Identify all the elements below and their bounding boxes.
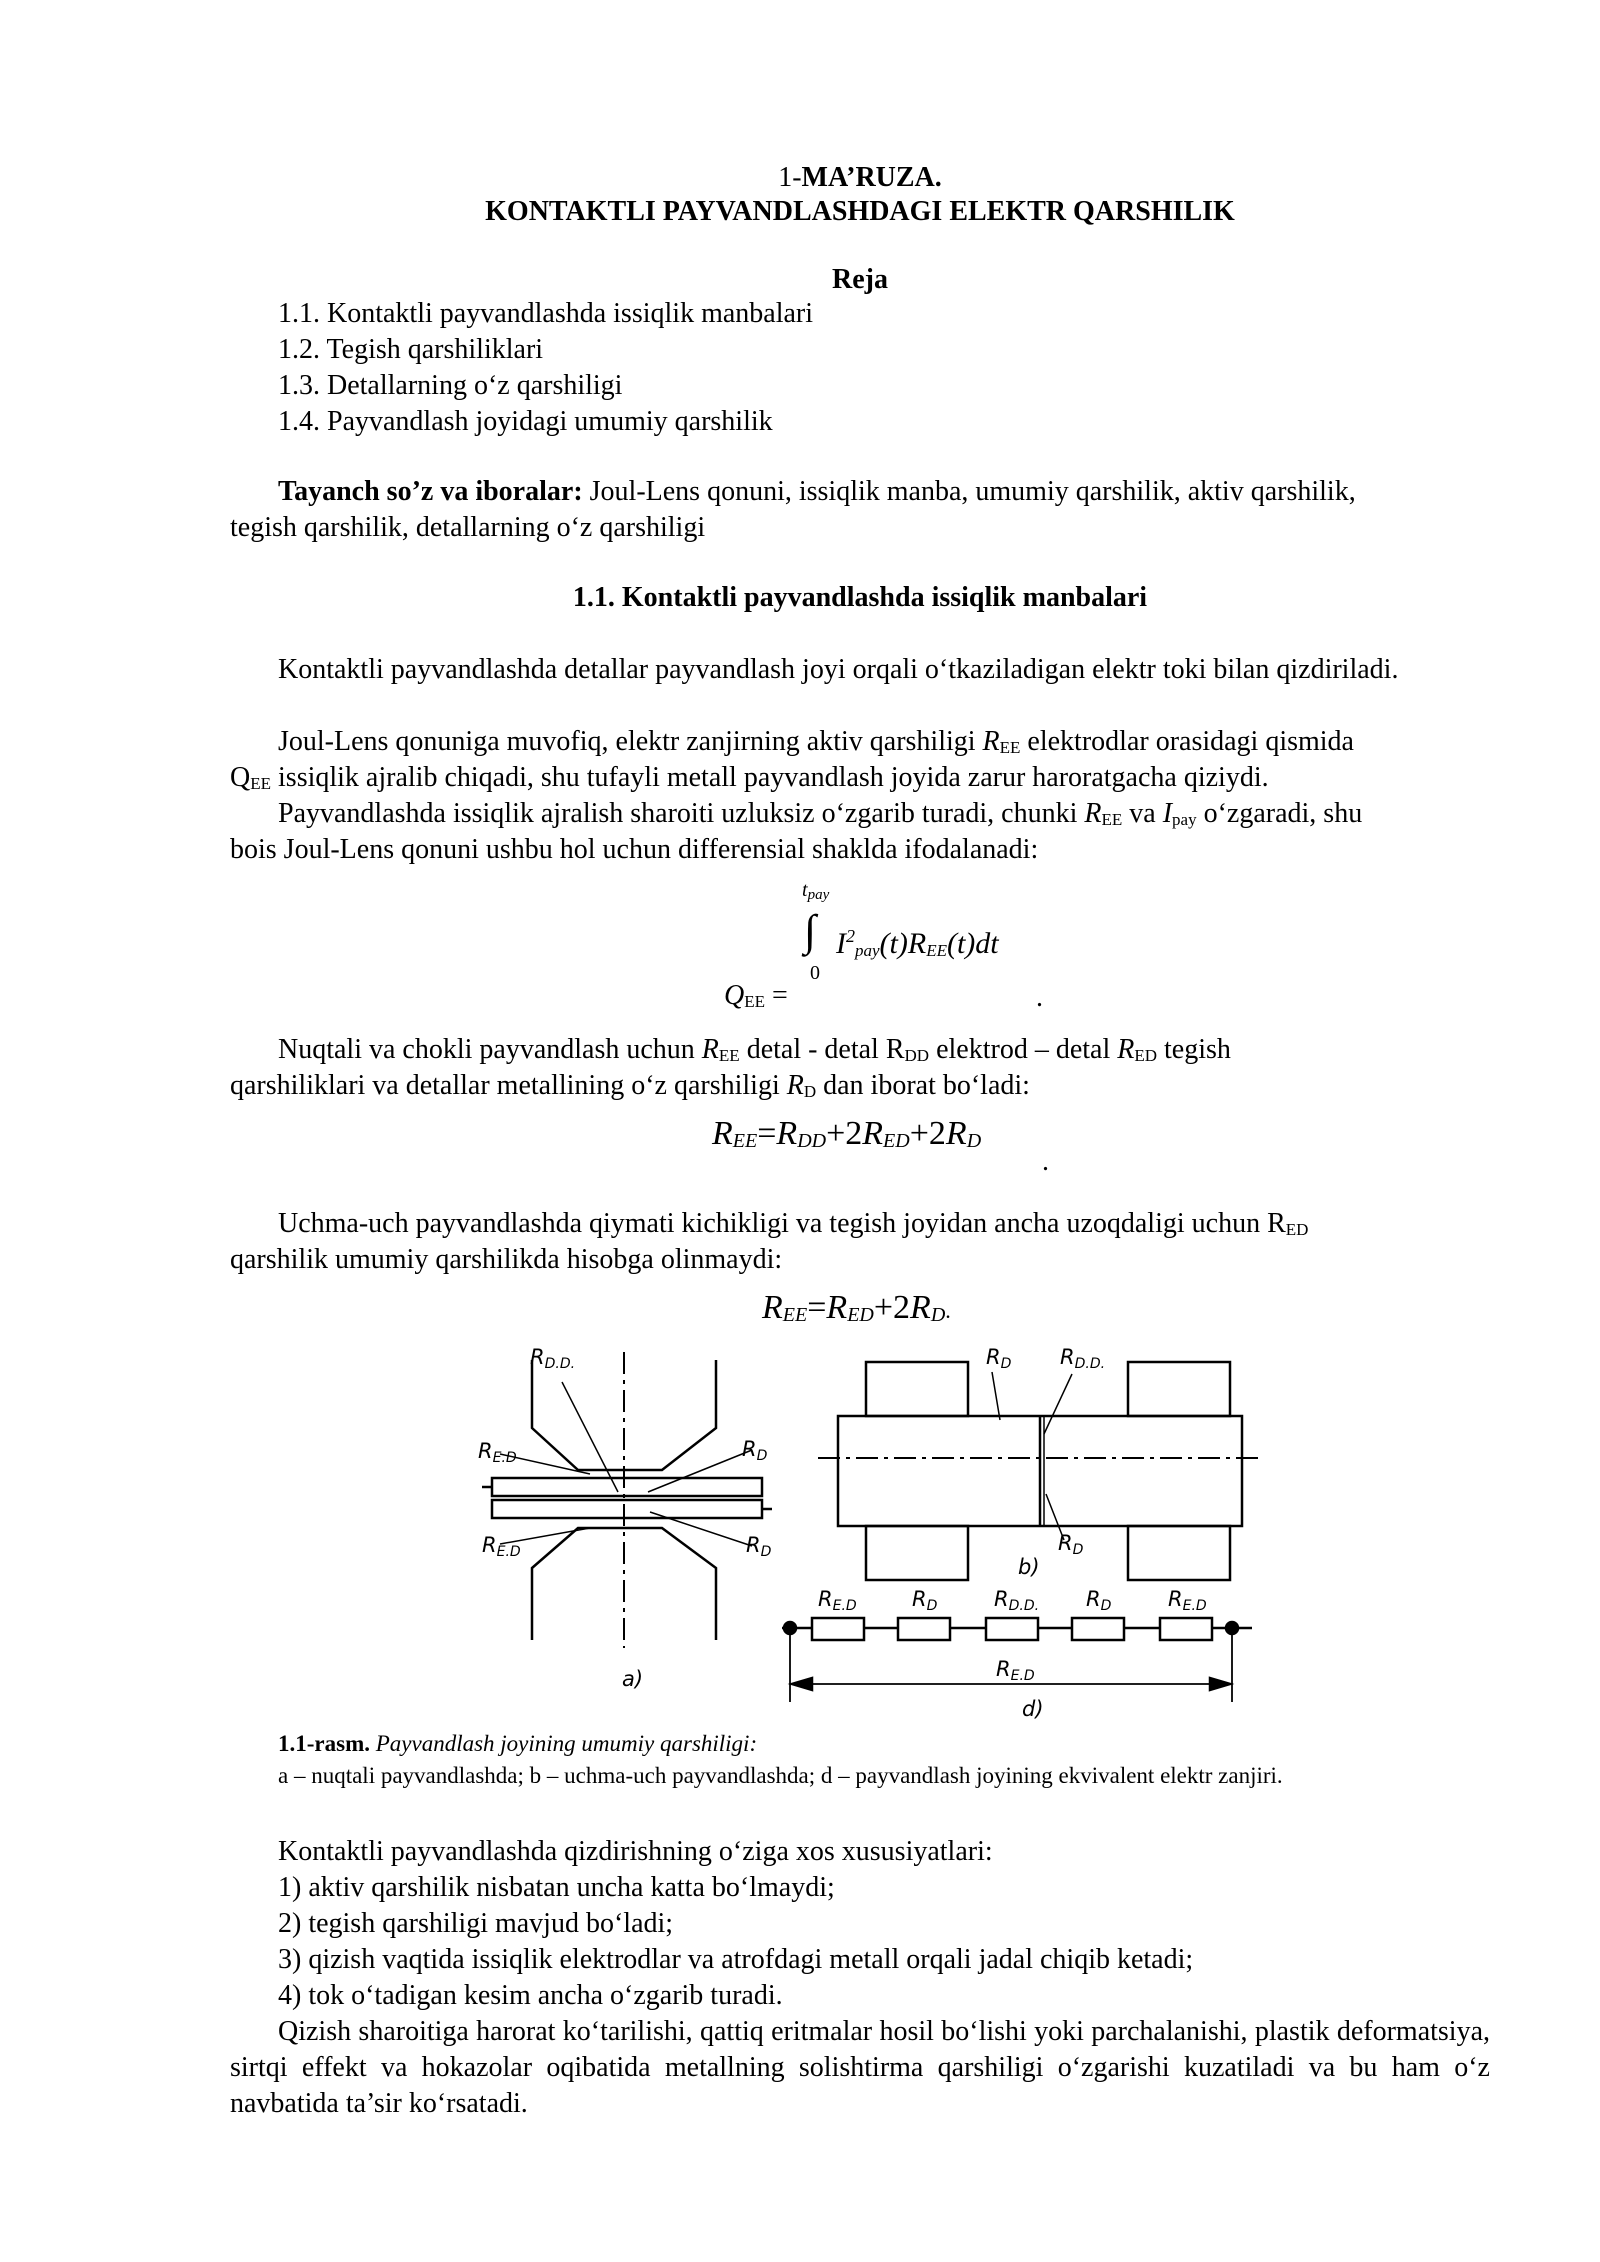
symbol-R: R [1084, 798, 1102, 829]
symbol-R: R [982, 726, 1000, 757]
feature-item: 2) tegish qarshiligi mavjud bo‘ladi; [278, 1908, 674, 1939]
symbol-R: R [1117, 1034, 1135, 1065]
figure-caption [278, 1728, 757, 1760]
resistor-rdd [986, 1618, 1038, 1640]
lhs-EE: EE [744, 992, 766, 1011]
plan-item: 1.3. Detallarning o‘z qarshiligi [278, 370, 623, 401]
feature-item: 3) qizish vaqtida issiqlik elektrodlar va atrofdagi metall orqali jadal chiqib ketadi; [278, 1944, 1194, 1975]
sub-ED: ED [1285, 1220, 1309, 1239]
f3-EE: EE [782, 1304, 808, 1326]
formula-2: $R_{EE}=R_{DD}+2R_{ED}+2R_D$ [712, 1115, 982, 1152]
symbol-R: R [786, 1070, 804, 1101]
sub-D: D [803, 1082, 817, 1101]
paragraph-5-line-2: qarshilik umumiy qarshilikda hisobga olinmaydi: [230, 1244, 783, 1275]
formula-dot: . [1036, 982, 1043, 1013]
plan-heading: Reja [832, 264, 888, 295]
lecture-number-prefix: 1- [778, 162, 802, 193]
upper-t: t [802, 879, 808, 901]
p4-text-c: elektrod – detal [929, 1034, 1118, 1065]
integral-sign: ∫ [804, 906, 817, 955]
label-rdd-d: RD.D. [994, 1587, 1040, 1614]
clamp-top-right [1128, 1362, 1230, 1416]
leader-rd-top [648, 1450, 752, 1492]
p2-text-b: elektrodlar orasidagi qismida [1020, 726, 1354, 757]
sub-pay: pay [1172, 810, 1197, 829]
leader-rd-b [992, 1372, 1000, 1420]
f3-D: D [930, 1304, 946, 1326]
figure-labels [478, 1345, 1207, 1721]
features-intro: Kontaktli payvandlashda qizdirishning o‘ziga xos xususiyatlari: [278, 1836, 993, 1867]
upper-electrode [532, 1360, 716, 1470]
f3-ED: ED [847, 1304, 874, 1326]
p4-text-f: dan iborat bo‘ladi: [816, 1070, 1030, 1101]
p3-text-a: Payvandlashda issiqlik ajralish sharoiti uzluksiz o‘zgarib turadi, chunki [278, 798, 1085, 829]
keywords-text-cont: tegish qarshilik, detallarning o‘z qarshiligi [230, 512, 706, 543]
p4-text-e: qarshiliklari va detallar metallining o‘z qarshiligi [230, 1070, 787, 1101]
integrand-I: I [836, 927, 846, 960]
sub-EE: EE [999, 738, 1021, 757]
label-rd-d-left: RD [912, 1587, 938, 1614]
f3-R: R [762, 1289, 783, 1326]
sub-EE: EE [250, 774, 272, 793]
f2-ED: ED [883, 1130, 910, 1152]
f2-R: R [945, 1115, 967, 1152]
label-red-a-bottom: RE.D [482, 1533, 521, 1560]
p5-text: Uchma-uch payvandlashda qiymati kichikligi va tegish joyidan ancha uzoqdaligi uchun R [278, 1208, 1286, 1239]
dim-arrow-right [1210, 1678, 1230, 1690]
sub-ED: ED [1134, 1046, 1158, 1065]
symbol-Q: Q [230, 762, 251, 793]
resistor-rd-left [898, 1618, 950, 1640]
sheet-upper [492, 1478, 762, 1496]
integrand-pay: pay [855, 941, 880, 960]
plan-item: 1.4. Payvandlash joyidagi umumiy qarshilik [278, 406, 773, 437]
f2-EE: EE [732, 1130, 758, 1152]
clamp-bottom-right [1128, 1526, 1230, 1580]
p2-text-a: Joul-Lens qonuniga muvofiq, elektr zanjirning aktiv qarshiligi [278, 726, 983, 757]
resistor-red-right [1160, 1618, 1212, 1640]
f3-dot: . [945, 1298, 951, 1323]
integrand-EE: EE [926, 941, 947, 960]
keywords-label: Tayanch so’z va iboralar: [278, 476, 583, 507]
integral-lower-limit: 0 [810, 962, 820, 984]
caption-title: Payvandlash joyining umumiy qarshiligi: [369, 1731, 758, 1756]
label-rd-a-top: RD [742, 1437, 768, 1464]
p3-text-c: o‘zgaradi, shu [1196, 798, 1363, 829]
f2-R: R [862, 1115, 884, 1152]
f2-R: R [776, 1115, 798, 1152]
paragraph-1: Kontaktli payvandlashda detallar payvandlash joyi orqali o‘tkaziladigan elektr toki bilan qizdiriladi. [278, 654, 1399, 685]
label-a: a) [622, 1667, 644, 1691]
label-red-d-right: RE.D [1168, 1587, 1207, 1614]
f3-R: R [910, 1289, 931, 1326]
p4-text-a: Nuqtali va chokli payvandlash uchun [278, 1034, 702, 1065]
figure-d-circuit [782, 1618, 1252, 1702]
keywords-text: Joul-Lens qonuni, issiqlik manba, umumiy qarshilik, aktiv qarshilik, [582, 476, 1356, 507]
closing-paragraph: Qizish sharoitiga harorat ko‘tarilishi, qattiq eritmalar hosil bo‘lishi yoki parchalanishi, plastik deformatsiya, sirtqi effekt va hokazolar oqibatida metallning solishtirma qarshiligi o‘zgarishi kuzatiladi va bu ham o‘z navbatida ta’sir ko‘rsatadi. [230, 2016, 1490, 2119]
clamp-top-left [866, 1362, 968, 1416]
label-rdd-a: RD.D. [530, 1345, 576, 1372]
integrand: $I^2_{pay}(t)R_{EE}(t)dt$ [836, 926, 999, 960]
leader-rdd-b [1044, 1374, 1072, 1434]
feature-item: 4) tok o‘tadigan kesim ancha o‘zgarib turadi. [278, 1980, 783, 2011]
dim-arrow-left [792, 1678, 812, 1690]
formula-3: $R_{EE}=R_{ED}+2R_D$. [762, 1289, 951, 1326]
lecture-kind: MA’RUZA. [801, 162, 942, 193]
f2-D: D [966, 1130, 982, 1152]
leader-rdd [562, 1382, 618, 1492]
figure-caption-legend: a – nuqtali payvandlashda; b – uchma-uch payvandlashda; d – payvandlash joyining ekvivalent elektr zanjiri. [278, 1763, 1283, 1788]
p4-text-b: detal - detal [739, 1034, 886, 1065]
resistor-rd-right [1072, 1618, 1124, 1640]
caption-number: 1.1-rasm. [278, 1731, 370, 1756]
p3-text-b: va [1122, 798, 1163, 829]
p4-text-d: tegish [1157, 1034, 1231, 1065]
section-heading: 1.1. Kontaktli payvandlashda issiqlik manbalari [572, 582, 1148, 613]
p2-text-c: issiqlik ajralib chiqadi, shu tufayli metall payvandlash joyida zarur haroratgacha qiziydi. [271, 762, 1269, 793]
clamp-bottom-left [866, 1526, 968, 1580]
f3-R: R [826, 1289, 848, 1326]
page-title: KONTAKTLI PAYVANDLASHDAGI ELEKTR QARSHILIK [485, 196, 1235, 227]
lhs-Q: Q [724, 980, 745, 1011]
label-d: d) [1022, 1697, 1044, 1721]
sub-DD: DD [904, 1046, 930, 1065]
feature-item: 1) aktiv qarshilik nisbatan uncha katta bo‘lmaydi; [278, 1872, 835, 1903]
label-rd-d-right: RD [1086, 1587, 1112, 1614]
label-rdd-b: RD.D. [1060, 1345, 1106, 1372]
formula-q-lhs: $Q_{EE}$ = [724, 980, 788, 1011]
symbol-I: I [1162, 798, 1173, 829]
plan-item: 1.2. Tegish qarshiliklari [278, 334, 544, 365]
label-red-d-total: RE.D [996, 1657, 1035, 1684]
leader-red-bottom [500, 1528, 590, 1544]
f2-DD: DD [797, 1130, 827, 1152]
label-red-d-left: RE.D [818, 1587, 857, 1614]
label-b: b) [1018, 1555, 1040, 1579]
paragraph-3-line-2: bois Joul-Lens qonuni ushbu hol uchun differensial shaklda ifodalanadi: [230, 834, 1039, 865]
sub-EE: EE [718, 1046, 740, 1065]
label-rd-b-top: RD [986, 1345, 1012, 1372]
sub-EE: EE [1101, 810, 1123, 829]
sheet-lower [492, 1500, 762, 1518]
label-rd-b-bottom: RD [1058, 1531, 1084, 1558]
figure-a-spot-welding [482, 1352, 772, 1648]
label-rd-a-bottom: RD [746, 1533, 772, 1560]
plan-item: 1.1. Kontaktli payvandlashda issiqlik manbalari [278, 298, 814, 329]
figure-b-butt-welding [818, 1362, 1262, 1580]
formula-2-dot: . [1042, 1146, 1049, 1177]
label-red-a-top: RE.D [478, 1439, 517, 1466]
symbol-R: R [885, 1034, 905, 1065]
integrand-R: R [907, 927, 927, 960]
f2-R: R [712, 1115, 733, 1152]
symbol-R: R [701, 1034, 719, 1065]
upper-sub: pay [807, 887, 830, 903]
resistor-red-left [812, 1618, 864, 1640]
